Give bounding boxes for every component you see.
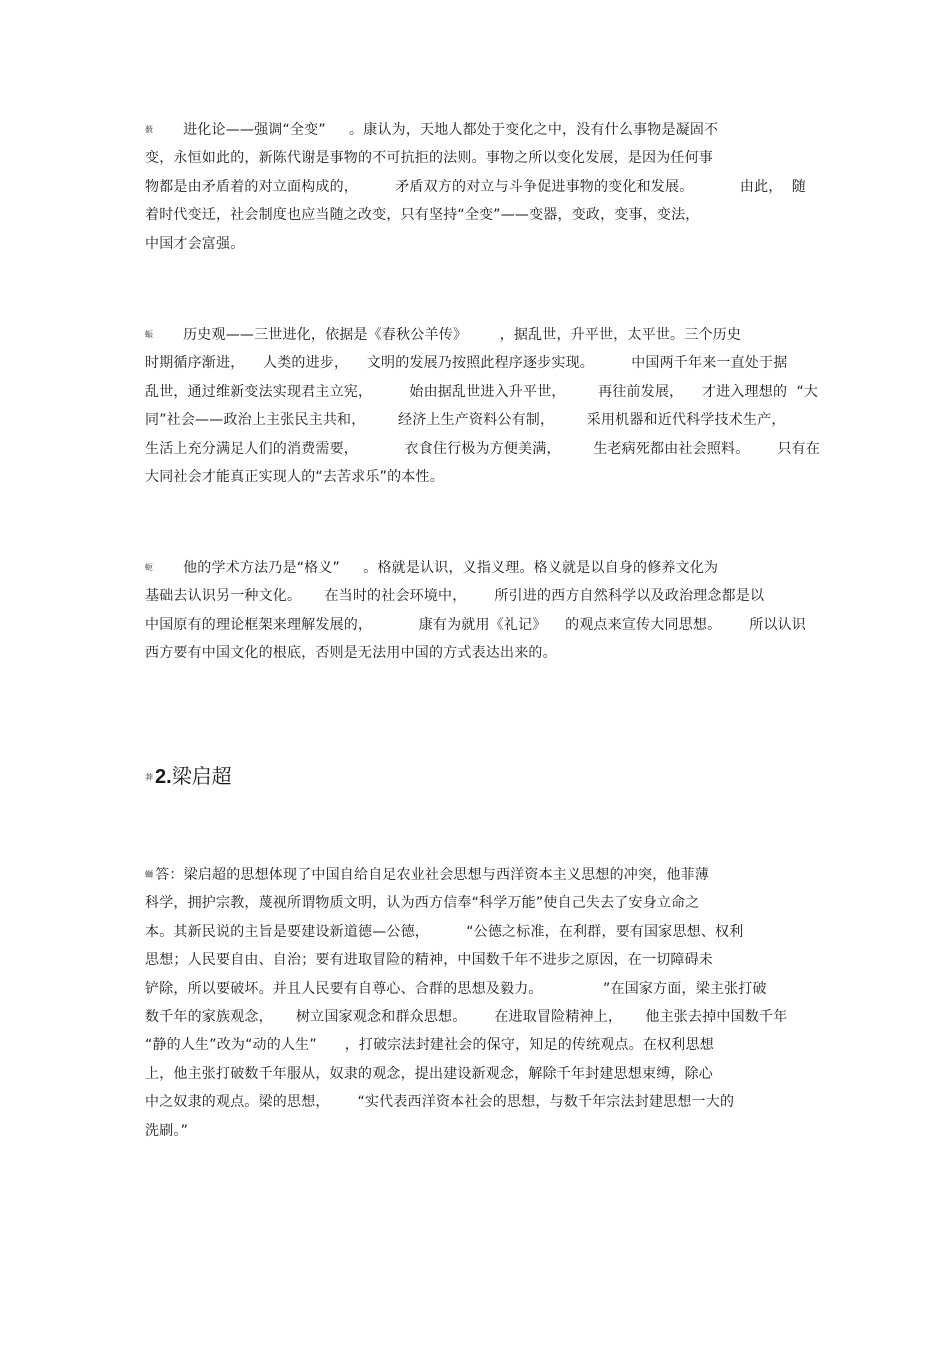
paragraph-line: 洗刷。” xyxy=(145,1122,189,1139)
paragraph-line: 螄 答：梁启超的思想体现了中国自给自足农业社会思想与西洋资本主义思想的冲突，他菲薄 xyxy=(145,867,710,884)
paragraph-line: 大同社会才能真正实现人的“去苦求乐”的本性。 xyxy=(145,468,444,485)
paragraph-line: 变，永恒如此的，新陈代谢是事物的不可抗拒的法则。事物之所以变化发展，是因为任何事 xyxy=(145,150,713,167)
paragraph-line: 物都是由矛盾着的对立面构成的， 矛盾双方的对立与斗争促进事物的变化和发展。 由此， 随 xyxy=(145,178,807,195)
paragraph-line: 中之奴隶的观点。梁的思想， “实代表西洋资本社会的思想，与数千年宗法封建思想一大的 xyxy=(145,1094,735,1111)
paragraph-line: 生活上充分满足人们的消费需要， 衣食住行极为方便美满， 生老病死都由社会照料。 只有在 xyxy=(145,440,820,457)
paragraph-line: 着时代变迁，社会制度也应当随之改变，只有坚持“全变”——变器，变政，变事，变法， xyxy=(145,207,700,224)
bullet-marker: 莾 xyxy=(145,772,153,782)
paragraph-academic-method xyxy=(145,554,825,668)
paragraph-line: 中国原有的理论框架来理解发展的， 康有为就用《礼记》 的观点来宣传大同思想。 所以认识 xyxy=(145,616,807,633)
paragraph-line: 本。其新民说的主旨是要建设新道德—公德， “公德之标准，在利群，要有国家思想、权利 xyxy=(145,923,744,940)
paragraph-line: 上，他主张打破数千年服从，奴隶的观念，提出建设新观念，解除千年封建思想束缚，除心 xyxy=(145,1065,713,1082)
heading-number: 2. xyxy=(155,766,172,788)
paragraph-line: 西方要有中国文化的根底，否则是无法用中国的方式表达出来的。 xyxy=(145,645,557,662)
paragraph-evolution xyxy=(145,116,825,258)
paragraph-line: 中国才会富强。 xyxy=(145,235,245,252)
paragraph-line: 思想；人民要自由、自治；要有进取冒险的精神，中国数千年不进步之原因，在一切障碍未 xyxy=(145,952,713,969)
bullet-marker: 薮 xyxy=(145,125,154,134)
paragraph-line: 科学，拥护宗教，蔑视所谓物质文明，认为西方信奉“科学万能”使自己失去了安身立命之 xyxy=(145,895,700,912)
paragraph-line: “静的人生”改为“动的人生” ，打破宗法封建社会的保守，知足的传统观点。在权利思想 xyxy=(145,1037,714,1054)
paragraph-line: 乱世，通过维新变法实现君主立宪， 始由据乱世进入升平世， 再往前发展， 才进入理想的 “大 xyxy=(145,383,819,400)
bullet-marker: 螄 xyxy=(145,870,154,879)
paragraph-line: 基础去认识另一种文化。 在当时的社会环境中， 所引进的西方自然科学以及政治理念都是以 xyxy=(145,588,765,605)
paragraph-line: 同”社会——政治上主张民主共和， 经济上生产资料公有制， 采用机器和近代科学技术生产， xyxy=(145,412,786,429)
paragraph-line: 时期循序渐进， 人类的进步， 文明的发展乃按照此程序逐步实现。 中国两千年来一直处于据 xyxy=(145,355,788,372)
bullet-marker: 蜄 xyxy=(145,330,154,339)
heading-title: 梁启超 xyxy=(171,764,232,788)
paragraph-line: 蚅 他的学术方法乃是“格义” 。格就是认识，义指义理。格义就是以自身的修养文化为 xyxy=(145,560,719,577)
paragraph-line: 蜄 历史观——三世进化，依据是《春秋公羊传》 ，据乱世，升平世，太平世。三个历史 xyxy=(145,327,742,344)
section-heading xyxy=(145,762,232,792)
paragraph-line: 薮 进化论——强调“全变” 。康认为，天地人都处于变化之中，没有什么事物是凝固不 xyxy=(145,122,719,139)
paragraph-answer xyxy=(145,861,825,1145)
paragraph-line: 铲除，所以要破坏。并且人民要有自尊心、合群的思想及毅力。 ”在国家方面，梁主张打破 xyxy=(145,980,767,997)
paragraph-line: 数千年的家族观念， 树立国家观念和群众思想。 在进取冒险精神上， 他主张去掉中国数千年 xyxy=(145,1008,788,1025)
paragraph-history-view xyxy=(145,321,825,491)
bullet-marker: 蚅 xyxy=(145,563,154,572)
